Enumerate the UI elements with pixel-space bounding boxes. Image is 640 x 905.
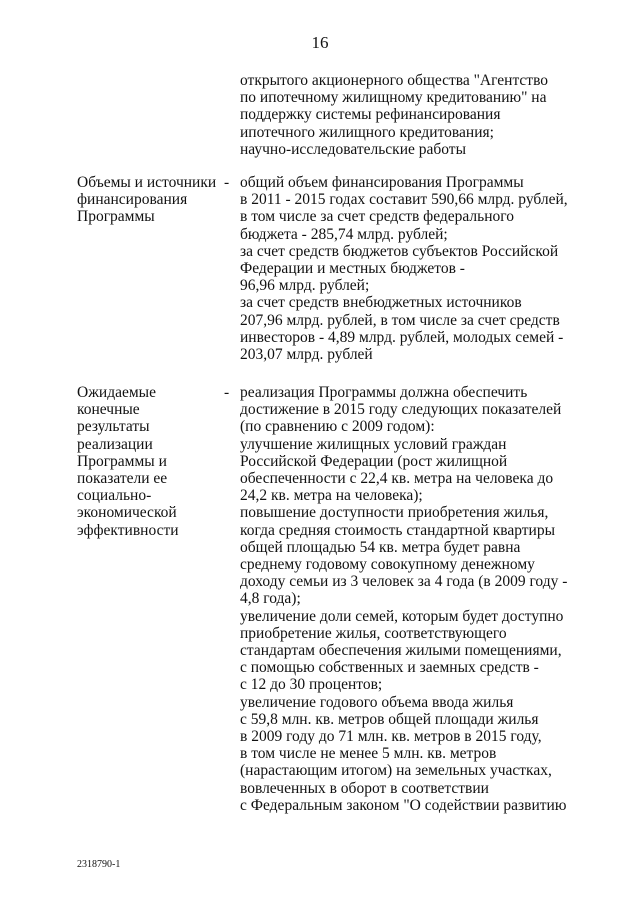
section-financing-content [240,174,570,363]
label-line: Ожидаемые [77,384,156,401]
content-line: Федерации и местных бюджетов - [240,260,465,278]
content-line: инвесторов - 4,89 млрд. рублей, молодых семей - [240,328,564,346]
content-line: общий объем финансирования Программы [240,174,524,191]
label-line: эффективности [77,521,179,539]
page-number: 16 [311,33,329,52]
content-line: бюджета - 285,74 млрд. рублей; [240,225,448,243]
content-line: вовлеченных в оборот в соответствии [240,779,489,797]
content-line: среднему годовому совокупному денежному [240,556,535,574]
label-line: результаты [77,418,150,436]
label-line: Программы [77,208,155,226]
label-line: Программы и [77,452,167,470]
content-line: (нарастающим итогом) на земельных участках, [240,762,552,780]
label-line: Объемы и источники [77,174,217,191]
content-line: повышение доступности приобретения жилья, [240,504,549,522]
content-line: за счет средств бюджетов субъектов Российской [240,242,559,260]
label-line: реализации [77,435,153,453]
label-line: социально- [77,487,152,505]
content-line: поддержку системы рефинансирования [240,106,501,124]
content-line: когда средняя стоимость стандартной квартиры [240,521,555,539]
content-line: за счет средств внебюджетных источников [240,294,522,312]
section-financing-dash: - [224,174,230,191]
label-line: конечные [77,401,140,419]
content-line: с 12 до 30 процентов; [240,676,383,694]
content-line: с 59,8 млн. кв. метров общей площади жилья [240,710,539,728]
content-line: улучшение жилищных условий граждан [240,435,507,453]
content-line: по ипотечному жилищному кредитованию" на [240,89,547,107]
content-line: (по сравнению с 2009 годом): [240,418,435,436]
content-line: в 2009 году до 71 млн. кв. метров в 2015 году, [240,728,542,746]
section-expected-results-label [77,384,217,539]
content-line: с Федеральным законом "О содействии развитию [240,796,567,814]
section-financing-label [77,174,217,226]
content-line: открытого акционерного общества "Агентство [240,72,549,89]
label-line: экономической [77,504,177,522]
content-line: реализация Программы должна обеспечить [240,384,528,401]
content-line: общей площадью 54 кв. метра будет равна [240,538,521,556]
label-line: показатели ее [77,470,168,488]
content-line: доходу семьи из 3 человек за 4 года (в 2009 году - [240,573,568,591]
content-line: 4,8 года); [240,590,301,608]
content-line: 207,96 млрд. рублей, в том числе за счет средств [240,311,560,329]
content-line: 96,96 млрд. рублей; [240,277,370,295]
label-line: финансирования [77,191,188,209]
content-line: обеспеченности с 22,4 кв. метра на человека до [240,470,554,488]
content-line: в 2011 - 2015 годах составит 590,66 млрд. рублей, [240,191,568,209]
content-line: приобретение жилья, соответствующего [240,624,507,642]
content-line: увеличение годового объема ввода жилья [240,693,514,711]
content-line: в том числе не менее 5 млн. кв. метров [240,745,497,763]
section-expected-results-content [240,384,570,814]
content-line: с помощью собственных и заемных средств - [240,659,539,677]
content-line: увеличение доли семей, которым будет доступно [240,607,564,625]
content-line: ипотечного жилищного кредитования; [240,123,494,141]
document-code: 2318790-1 [77,859,121,870]
content-line: стандартам обеспечения жилыми помещениями, [240,642,562,660]
content-line: 24,2 кв. метра на человека); [240,487,423,505]
content-line: Российской Федерации (рост жилищной [240,452,508,470]
content-line: в том числе за счет средств федерального [240,208,514,226]
content-line: 203,07 млрд. рублей [240,346,373,364]
content-line: достижение в 2015 году следующих показателей [240,401,562,419]
section-continuation-content [240,72,570,158]
content-line: научно-исследовательские работы [240,140,466,158]
section-expected-results-dash: - [224,384,230,401]
